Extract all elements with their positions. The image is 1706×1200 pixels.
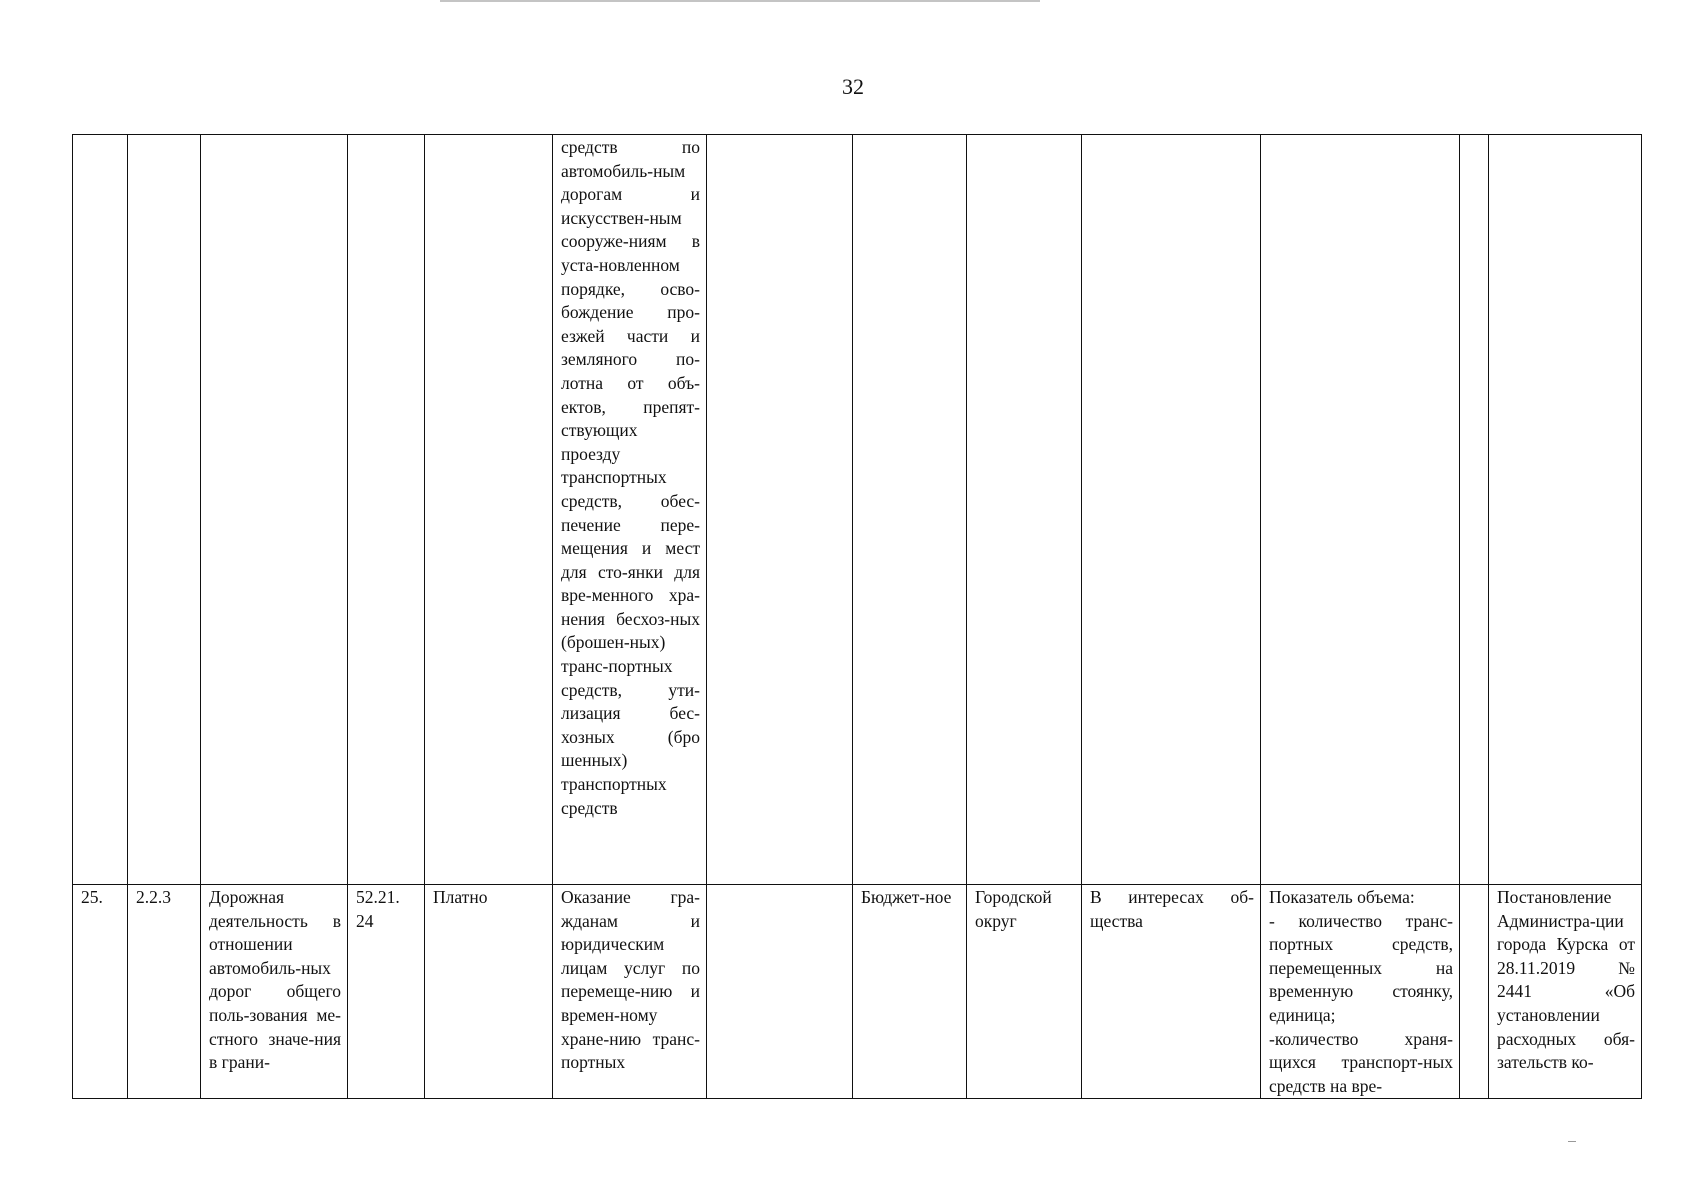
page-number: 32 <box>842 74 864 99</box>
cell-payment: Платно <box>425 885 553 1099</box>
cell-empty <box>967 135 1082 885</box>
cell-col12 <box>1460 885 1489 1099</box>
cell-interest: В интересах об-щества <box>1082 885 1261 1099</box>
cell-empty <box>128 135 201 885</box>
cell-empty <box>1489 135 1642 885</box>
scan-top-edge-line <box>440 0 1040 2</box>
cell-empty <box>348 135 425 885</box>
cell-level: Городской округ <box>967 885 1082 1099</box>
cell-empty <box>201 135 348 885</box>
cell-basis: Постановление Администра-ции города Курска от 28.11.2019 № 2441 «Об установлении расходных обя-зательств ко- <box>1489 885 1642 1099</box>
table-row-25 <box>73 885 1642 1099</box>
cell-empty <box>853 135 967 885</box>
cell-empty <box>425 135 553 885</box>
cell-activity: Дорожная деятельность в отношении автомобиль-ных дорог общего поль-зования ме-стного значе-ния в грани- <box>201 885 348 1099</box>
cell-service: Оказание гра-жданам и юридическим лицам услуг по перемеще-нию и времен-ному хране-нию транс-портных <box>553 885 707 1099</box>
scan-artifact-mark <box>1568 1141 1576 1142</box>
cell-empty <box>1460 135 1489 885</box>
cell-funding: Бюджет-ное <box>853 885 967 1099</box>
cell-empty <box>707 135 853 885</box>
cell-service-continued: средств по автомобиль-ным дорогам и искусствен-ным сооруже-ниям в уста-новленном порядке, осво-бождение про-езжей части и земляного по-лотна от объ-ектов, препят-ствующих проезду транспортных средств, обес-печение пере-мещения и мест для сто-янки для вре-менного хра-нения бесхоз-ных (брошен-ных) транс-портных средств, ути-лизация бес-хозных (бро шенных) транспортных средств <box>553 135 707 885</box>
cell-empty <box>73 135 128 885</box>
cell-okved: 52.21. 24 <box>348 885 425 1099</box>
table-row-continued <box>73 135 1642 885</box>
cell-code: 2.2.3 <box>128 885 201 1099</box>
cell-empty <box>1261 135 1460 885</box>
cell-col7 <box>707 885 853 1099</box>
cell-indicators: Показатель объема: - количество транс-портных средств, перемещенных на временную стоянку, единица; -количество храня-щихся транспорт-ных средств на вре- <box>1261 885 1460 1099</box>
cell-row-number: 25. <box>73 885 128 1099</box>
register-table <box>72 134 1642 1099</box>
cell-empty <box>1082 135 1261 885</box>
